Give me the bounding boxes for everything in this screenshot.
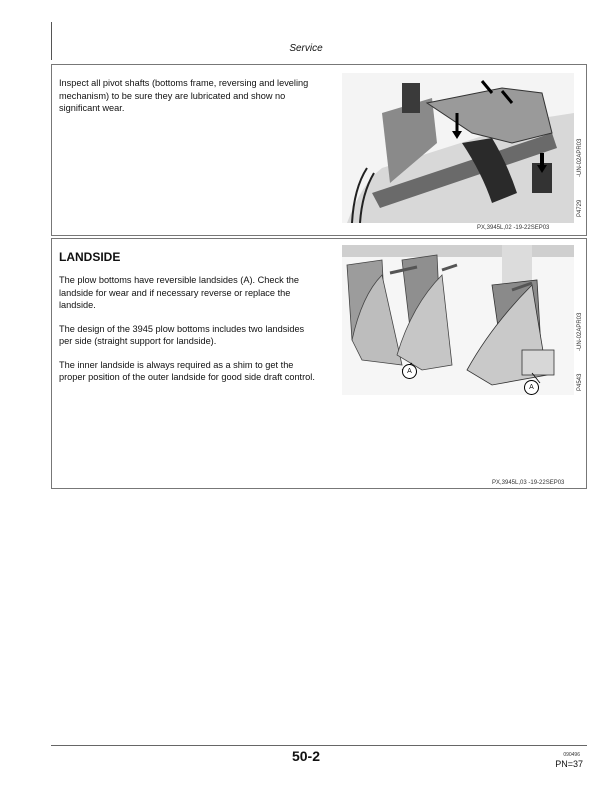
- pivot-shafts-illustration: [342, 73, 574, 223]
- pivot-shafts-text: Inspect all pivot shafts (bottoms frame, reversing and leveling mechanism) to be sure they are lubricated and show no significant wear.: [59, 78, 309, 113]
- landside-illustration: [342, 245, 574, 395]
- pivot-shafts-panel: [51, 64, 587, 236]
- footer-code: 090496: [563, 752, 580, 758]
- pn-number: PN=37: [555, 759, 583, 769]
- figure-reference: PX,3945L,02 -19-22SEP03: [477, 225, 550, 231]
- callout-a-left: [402, 364, 417, 379]
- landside-paragraph-2: The design of the 3945 plow bottoms includes two landsides per side (straight support for landside).: [59, 323, 305, 346]
- landside-text: [59, 274, 315, 395]
- footer-rule: [51, 745, 587, 746]
- side-code-4: P4543: [577, 373, 583, 391]
- top-margin-rule: [51, 22, 52, 60]
- page-header: Service: [289, 43, 323, 54]
- side-code-3: -UN-02APR03: [577, 312, 583, 351]
- callout-a-left-label: A: [407, 368, 412, 375]
- landside-heading: LANDSIDE: [59, 250, 121, 264]
- side-code-1: -UN-02APR03: [577, 138, 583, 177]
- side-code-2: P4729: [577, 199, 583, 217]
- landside-paragraph-3: The inner landside is always required as a shim to get the proper position of the outer landside for good side draft control.: [59, 359, 315, 382]
- figure-reference-2: PX,3945L,03 -19-22SEP03: [492, 480, 565, 486]
- callout-a-right: [524, 380, 539, 395]
- page-number: 50-2: [291, 748, 321, 764]
- landside-paragraph-1: The plow bottoms have reversible landsides (A). Check the landside for wear and if necessary reverse or replace the landside.: [59, 275, 300, 310]
- callout-a-right-label: A: [529, 384, 534, 391]
- landside-panel: [51, 238, 587, 489]
